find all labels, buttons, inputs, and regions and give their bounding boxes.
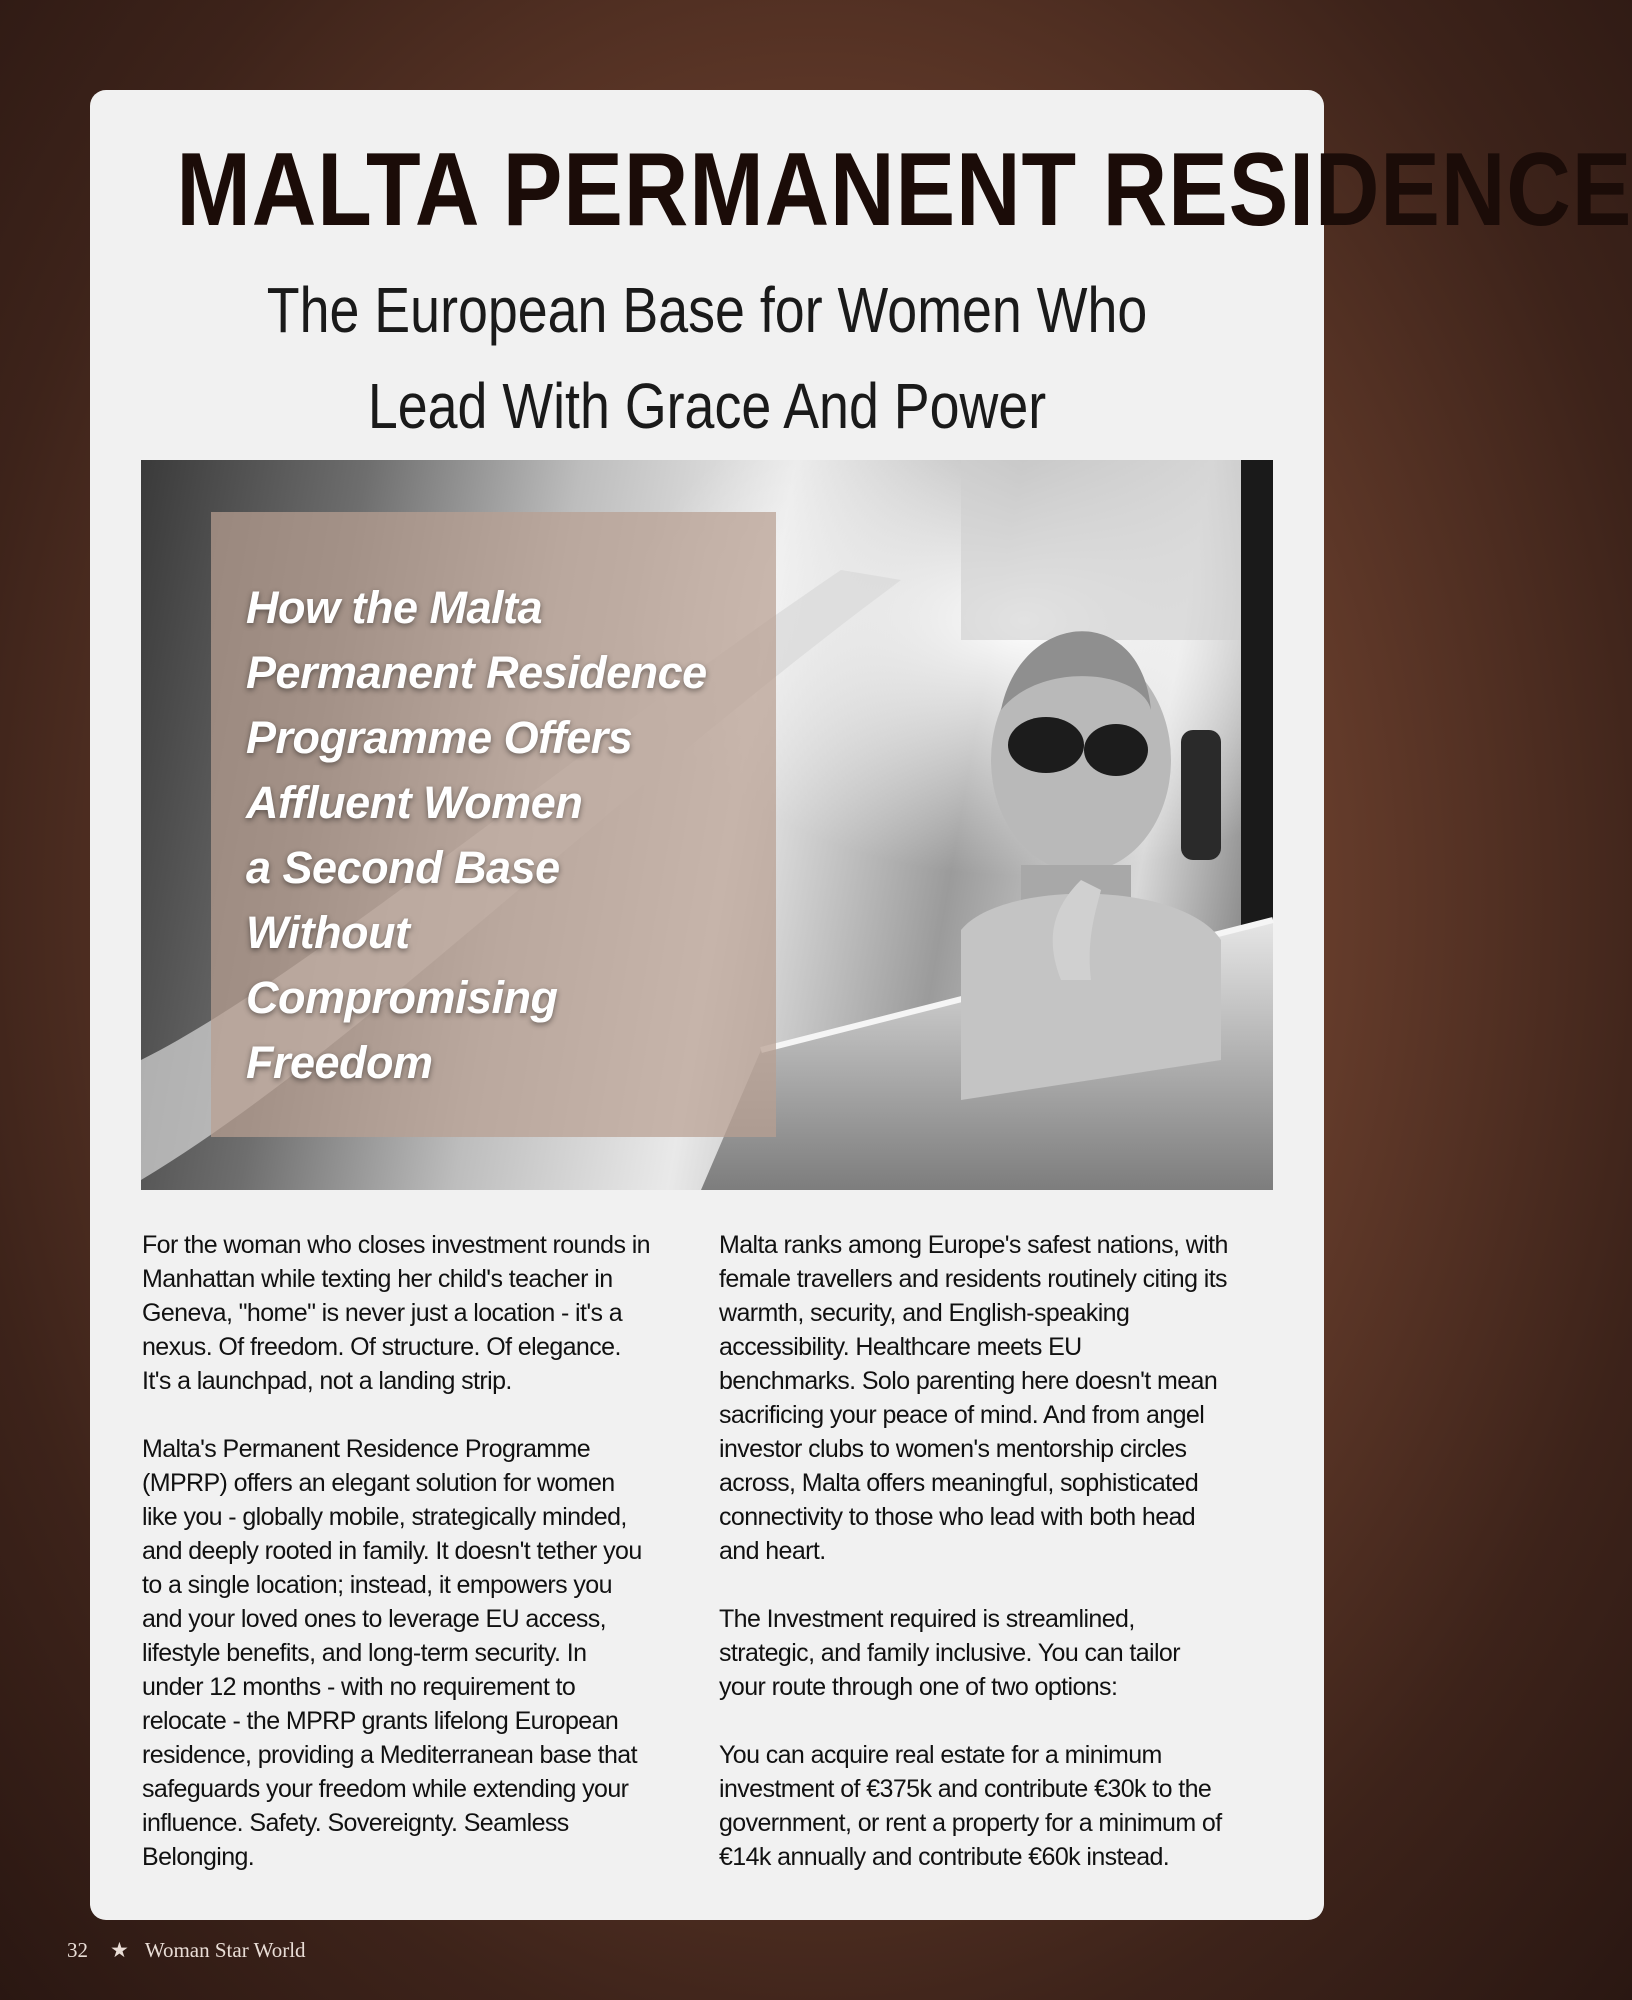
overlay-line: Compromising [246, 972, 558, 1023]
article-title: MALTA PERMANENT RESIDENCE [176, 132, 1632, 248]
text-line: influence. Safety. Sovereignty. Seamless [142, 1809, 569, 1837]
text-line: residence, providing a Mediterranean base that [142, 1741, 637, 1769]
text-line: investment of €375k and contribute €30k to the [719, 1775, 1212, 1803]
article-subtitle [189, 262, 1226, 454]
text-line: relocate - the MPRP grants lifelong European [142, 1707, 619, 1735]
text-line: female travellers and residents routinely citing its [719, 1265, 1227, 1293]
text-line: benchmarks. Solo parenting here doesn't mean [719, 1367, 1218, 1395]
text-line: strategic, and family inclusive. You can tailor [719, 1639, 1180, 1667]
body-paragraph [719, 1228, 1284, 1568]
overlay-line: Without [246, 907, 410, 958]
text-line: Belonging. [142, 1843, 255, 1871]
text-line: €14k annually and contribute €60k instead. [719, 1843, 1170, 1871]
text-line: like you - globally mobile, strategically minded, [142, 1503, 627, 1531]
text-line: across, Malta offers meaningful, sophisticated [719, 1469, 1199, 1497]
text-line: your route through one of two options: [719, 1673, 1118, 1701]
text-line: warmth, security, and English-speaking [719, 1299, 1130, 1327]
text-line: and heart. [719, 1537, 826, 1565]
body-paragraph [719, 1602, 1284, 1704]
text-line: and your loved ones to leverage EU access, [142, 1605, 606, 1633]
hero-photo [141, 460, 1273, 1190]
overlay-line: Programme Offers [246, 712, 633, 763]
text-line: safeguards your freedom while extending your [142, 1775, 629, 1803]
text-line: Malta ranks among Europe's safest nations, with [719, 1231, 1228, 1259]
text-line: nexus. Of freedom. Of structure. Of elegance. [142, 1333, 621, 1361]
text-line: to a single location; instead, it empowers you [142, 1571, 612, 1599]
text-line: Malta's Permanent Residence Programme [142, 1435, 591, 1463]
overlay-line: How the Malta [246, 582, 543, 633]
text-line: (MPRP) offers an elegant solution for women [142, 1469, 615, 1497]
star-icon: ★ [110, 1938, 129, 1962]
text-line: Manhattan while texting her child's teacher in [142, 1265, 613, 1293]
text-line: Geneva, "home" is never just a location - it's a [142, 1299, 623, 1327]
body-paragraph [142, 1432, 707, 1874]
text-line: under 12 months - with no requirement to [142, 1673, 576, 1701]
subtitle-line: The European Base for Women Who [266, 274, 1148, 346]
article-card [90, 90, 1632, 1920]
overlay-line: Permanent Residence [246, 647, 707, 698]
body-column-left [142, 1228, 707, 1908]
text-line: government, or rent a property for a minimum of [719, 1809, 1222, 1837]
text-line: connectivity to those who lead with both head [719, 1503, 1196, 1531]
overlay-line: Affluent Women [246, 777, 583, 828]
subtitle-line: Lead With Grace And Power [367, 370, 1047, 442]
overlay-line: Freedom [246, 1037, 433, 1088]
body-column-right [719, 1228, 1284, 1908]
text-line: lifestyle benefits, and long-term security. In [142, 1639, 587, 1667]
text-line: You can acquire real estate for a minimum [719, 1741, 1162, 1769]
text-line: The Investment required is streamlined, [719, 1605, 1135, 1633]
overlay-line: a Second Base [246, 842, 560, 893]
text-line: sacrificing your peace of mind. And from angel [719, 1401, 1205, 1429]
page-footer [67, 1935, 306, 1965]
text-line: investor clubs to women's mentorship circles [719, 1435, 1187, 1463]
text-line: and deeply rooted in family. It doesn't tether you [142, 1537, 642, 1565]
hero-overlay-headline [246, 575, 766, 1095]
publication-name: Woman Star World [144, 1938, 306, 1962]
text-line: For the woman who closes investment rounds in [142, 1231, 650, 1259]
body-paragraph [719, 1738, 1284, 1874]
text-line: accessibility. Healthcare meets EU [719, 1333, 1082, 1361]
text-line: It's a launchpad, not a landing strip. [142, 1367, 512, 1395]
page-number: 32 [67, 1938, 88, 1962]
body-paragraph [142, 1228, 707, 1398]
